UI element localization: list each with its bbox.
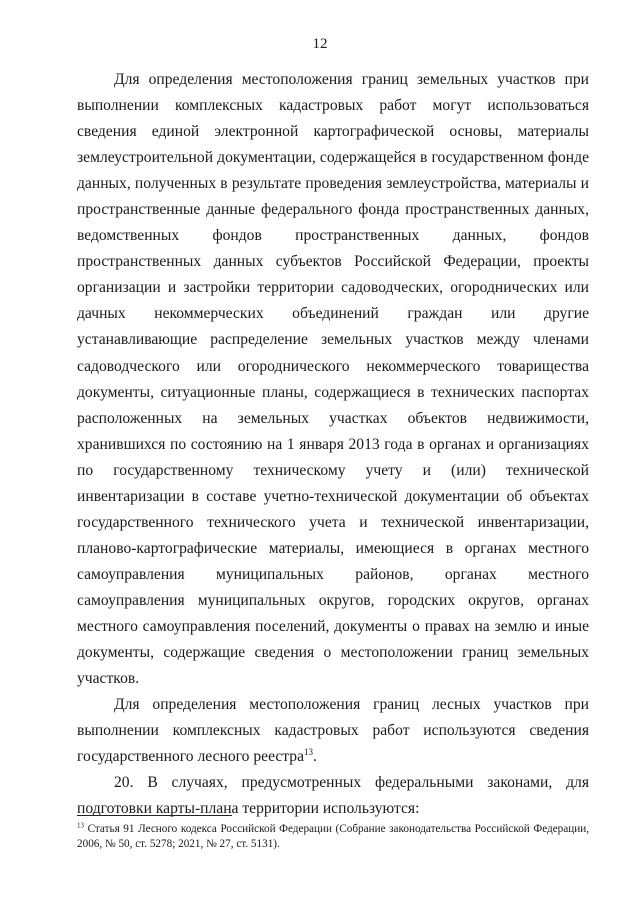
- main-text: [77, 67, 589, 822]
- footnote-separator: [77, 815, 232, 816]
- page-number: 12: [312, 36, 328, 52]
- paragraph-text: 20. В случаях, предусмотренных федеральными законами, для подготовки карты-плана территории используются:: [77, 774, 589, 818]
- paragraph-tail: .: [313, 748, 317, 766]
- footnote-text: Статья 91 Лесного кодекса Российской Федерации (Собрание законодательства Российской Федерации, 2006, № 50, ст. 5278; 2021, № 27, ст. 5131).: [77, 823, 589, 850]
- footnote: [77, 822, 589, 852]
- paragraph-text: Для определения местоположения границ лесных участков при выполнении комплексных кадастровых работ используются сведения государственного лесного реестра: [77, 696, 589, 766]
- paragraph-text: Для определения местоположения границ земельных участков при выполнении комплексных кадастровых работ могут использоваться сведения единой электронной картографической основы, материалы землеустроительной документации, содержащейся в государственном фонде данных, полученных в результате проведения землеустройства, материалы и пространственные данные федерального фонда пространственных данных, ведомственных фондов пространственных данных, фондов пространственных данных субъектов Российской Федерации, проекты организации и застройки территории садоводческих, огороднических или дачных некоммерческих объединений граждан или другие устанавливающие распределение земельных участков между членами садоводческого или огороднического некоммерческого товарищества документы, ситуационные планы, содержащиеся в технических паспортах расположенных на земельных участках объектов недвижимости, хранившихся по состоянию на 1 января 2013 года в органах и организациях по государственному техническому учету и (или) технической инвентаризации в составе учетно-технической документации об объектах государственного технического учета и технической инвентаризации, планово-картографические материалы, имеющиеся в органах местного самоуправления муниципальных районов, органах местного самоуправления муниципальных округов, городских округов, органах местного самоуправления поселений, документы о правах на землю и иные документы, содержащие сведения о местоположении границ земельных участков.: [77, 71, 589, 688]
- footnote-marker: 13: [77, 821, 84, 830]
- paragraph-boundaries-land-plots: [77, 67, 589, 692]
- paragraph-boundaries-forest-plots: [77, 692, 589, 770]
- footnote-reference[interactable]: 13: [304, 747, 314, 758]
